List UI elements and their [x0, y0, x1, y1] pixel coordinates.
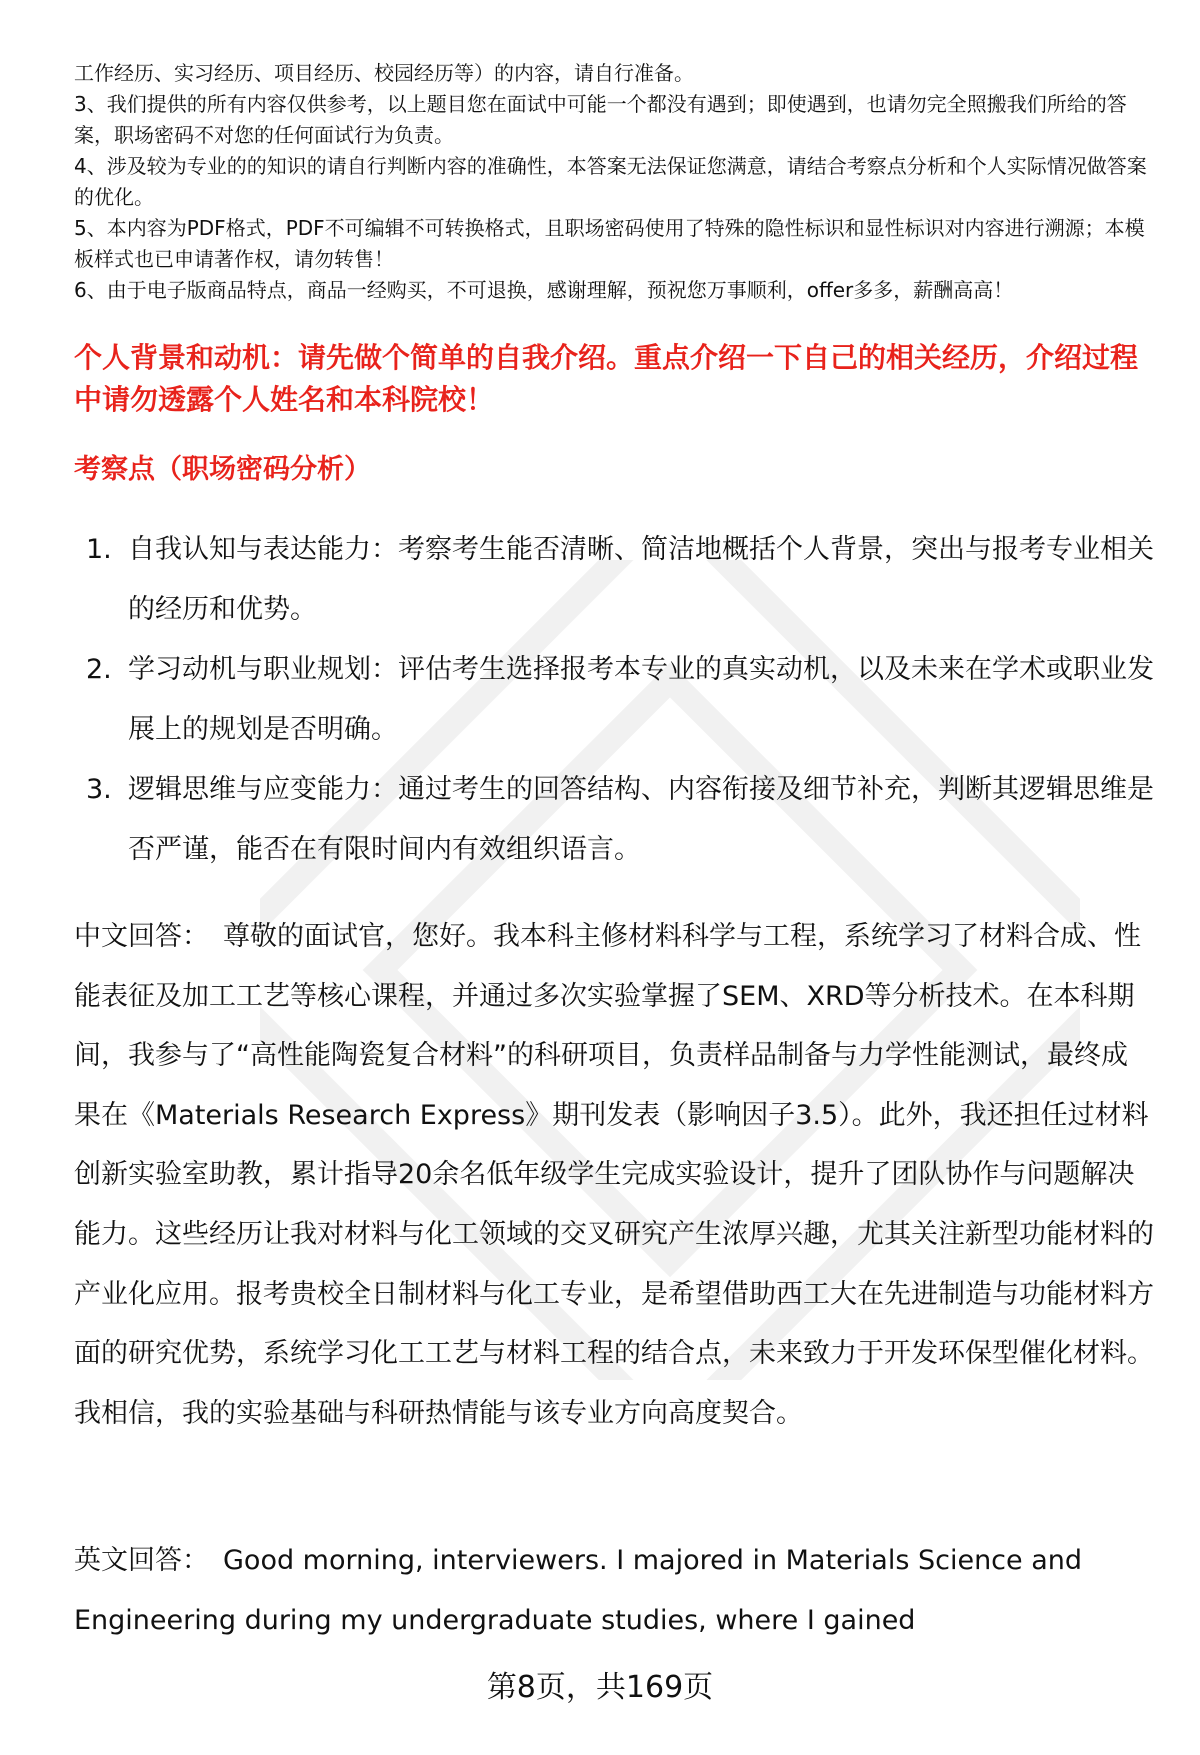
note-line: 3、我们提供的所有内容仅供参考，以上题目您在面试中可能一个都没有遇到；即使遇到，也请勿完全照搬我们所给的答案，职场密码不对您的任何面试行为负责。	[74, 92, 1127, 147]
disclaimer-notes	[74, 58, 1154, 306]
english-answer-text: Good morning, interviewers. I majored in Materials Science and Engineering during my undergraduate studies, where I gained	[74, 1545, 1083, 1636]
english-answer	[74, 1531, 1154, 1650]
point-number: 3.	[86, 774, 112, 805]
note-line: 工作经历、实习经历、项目经历、校园经历等）的内容，请自行准备。	[74, 61, 694, 85]
page-number: 第8页，共169页	[486, 1670, 714, 1705]
chinese-answer-label: 中文回答：	[74, 921, 209, 952]
question-title: 个人背景和动机：请先做个简单的自我介绍。重点介绍一下自己的相关经历，介绍过程中请勿透露个人姓名和本科院校！	[74, 341, 1139, 416]
note-line: 4、涉及较为专业的的知识的请自行判断内容的准确性，本答案无法保证您满意，请结合考察点分析和个人实际情况做答案的优化。	[74, 154, 1147, 209]
note-line: 6、由于电子版商品特点，商品一经购买，不可退换，感谢理解，预祝您万事顺利，offer多多，薪酬高高！	[74, 278, 1014, 302]
point-text: 学习动机与职业规划：评估考生选择报考本专业的真实动机，以及未来在学术或职业发展上的规划是否明确。	[128, 654, 1154, 745]
chinese-answer	[74, 907, 1154, 1443]
english-answer-label: 英文回答：	[74, 1545, 209, 1576]
note-line: 5、本内容为PDF格式，PDF不可编辑不可转换格式，且职场密码使用了特殊的隐性标识和显性标识对内容进行溯源；本模板样式也已申请著作权，请勿转售！	[74, 216, 1145, 271]
assessment-point	[74, 640, 1154, 760]
point-number: 1.	[86, 534, 112, 565]
point-text: 自我认知与表达能力：考察考生能否清晰、简洁地概括个人背景，突出与报考专业相关的经历和优势。	[128, 534, 1154, 625]
assessment-point	[74, 760, 1154, 880]
assessment-points-heading: 考察点（职场密码分析）	[74, 454, 371, 485]
assessment-points-list	[74, 520, 1154, 880]
assessment-point	[74, 520, 1154, 640]
point-number: 2.	[86, 654, 112, 685]
point-text: 逻辑思维与应变能力：通过考生的回答结构、内容衔接及细节补充，判断其逻辑思维是否严谨，能否在有限时间内有效组织语言。	[128, 774, 1154, 865]
chinese-answer-text: 尊敬的面试官，您好。我本科主修材料科学与工程，系统学习了材料合成、性能表征及加工工艺等核心课程，并通过多次实验掌握了SEM、XRD等分析技术。在本科期间，我参与了“高性能陶瓷复合材料”的科研项目，负责样品制备与力学性能测试，最终成果在《Materials Research Express》期刊发表（影响因子3.5）。此外，我还担任过材料创新实验室助教，累计指导20余名低年级学生完成实验设计，提升了团队协作与问题解决能力。这些经历让我对材料与化工领域的交叉研究产生浓厚兴趣，尤其关注新型功能材料的产业化应用。报考贵校全日制材料与化工专业，是希望借助西工大在先进制造与功能材料方面的研究优势，系统学习化工工艺与材料工程的结合点，未来致力于开发环保型催化材料。我相信，我的实验基础与科研热情能与该专业方向高度契合。	[74, 921, 1154, 1429]
